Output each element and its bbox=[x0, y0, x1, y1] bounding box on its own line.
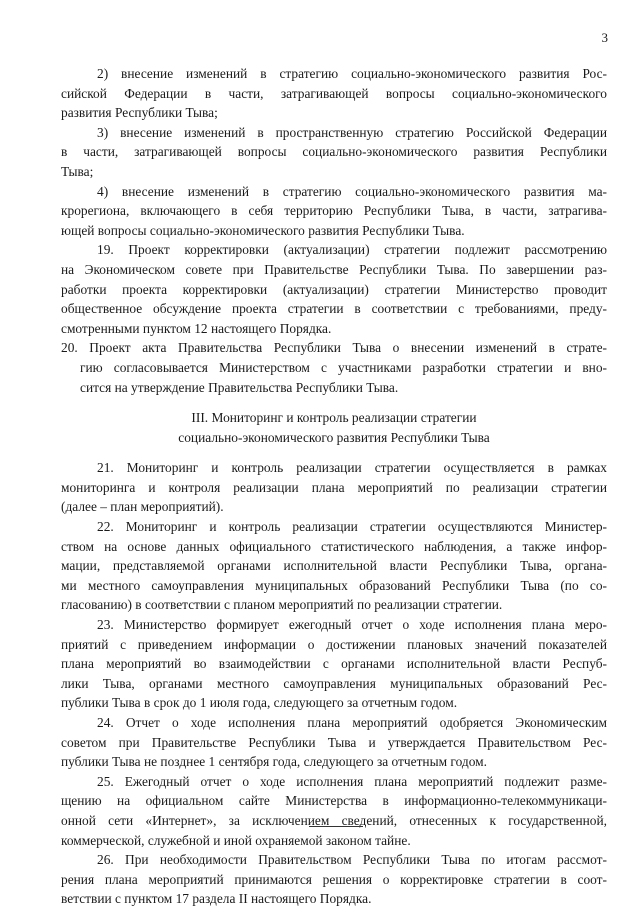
paragraph-line: 21. Мониторинг и контроль реализации стратегии осуществляется в рамках bbox=[97, 460, 607, 476]
paragraph bbox=[61, 713, 607, 772]
paragraph bbox=[61, 615, 607, 713]
paragraph bbox=[61, 772, 607, 850]
paragraph bbox=[61, 240, 607, 338]
paragraph-line: коммерческой, служебной и иной охраняемой законом тайне. bbox=[61, 832, 411, 848]
page-number: 3 bbox=[601, 30, 608, 45]
paragraph bbox=[61, 517, 607, 615]
paragraph bbox=[61, 123, 607, 182]
paragraph bbox=[61, 458, 607, 517]
paragraph-line: лики Тыва, органами местного самоуправления муниципальных образований Рес- bbox=[61, 675, 607, 691]
paragraph-line: гласованию) в соответствии с планом мероприятий по реализации стратегии. bbox=[61, 597, 503, 613]
paragraph-line: ветствии с пунктом 17 раздела II настоящего Порядка. bbox=[61, 891, 372, 907]
paragraph-line: крорегиона, включающего в себя территорию Республики Тыва, в части, затрагива- bbox=[61, 203, 607, 219]
section-heading-line-2: социально-экономического развития Республики Тыва bbox=[178, 429, 490, 445]
paragraph-line: мониторинга и контроля реализации плана мероприятий по реализации стратегии bbox=[61, 479, 607, 495]
paragraph-line: 25. Ежегодный отчет о ходе исполнения плана мероприятий подлежит разме- bbox=[97, 773, 607, 789]
paragraph-line: мации, представляемой органами исполнительной власти Республики Тыва, органа- bbox=[61, 558, 607, 574]
end-divider-line bbox=[309, 826, 363, 827]
paragraph-line: советом при Правительстве Республики Тыва и утверждается Правительством Рес- bbox=[61, 734, 607, 750]
section-heading-line-1: III. Мониторинг и контроль реализации стратегии bbox=[191, 410, 477, 426]
paragraphs-after-section bbox=[61, 458, 607, 909]
paragraph-line: ством на основе данных официального статистического наблюдения, а также инфор- bbox=[61, 538, 607, 554]
paragraph-line: публики Тыва в срок до 1 июля года, следующего за отчетным годом. bbox=[61, 695, 458, 711]
paragraph-line: щению на официальном сайте Министерства в информационно-телекоммуникаци- bbox=[61, 793, 607, 809]
paragraph-line: на Экономическом совете при Правительстве Республики Тыва. По завершении раз- bbox=[61, 261, 607, 277]
paragraph-line: рения плана мероприятий принимаются решения о корректировке стратегии в соот- bbox=[61, 871, 607, 887]
paragraph-line: Тыва; bbox=[61, 163, 94, 179]
paragraph-line: в части, затрагивающей вопросы социально-экономического развития Республики bbox=[61, 144, 607, 160]
paragraph-line: 26. При необходимости Правительством Республики Тыва по итогам рассмот- bbox=[97, 852, 607, 868]
paragraph-line: работки проекта корректировки (актуализации) стратегии Министерство проводит bbox=[61, 281, 607, 297]
paragraph-line: публики Тыва не позднее 1 сентября года, следующего за отчетным годом. bbox=[61, 754, 487, 770]
paragraph bbox=[61, 338, 607, 397]
section-heading bbox=[61, 408, 607, 447]
paragraph-line: 23. Министерство формирует ежегодный отчет о ходе исполнения плана меро- bbox=[97, 617, 607, 633]
paragraph-line: 3) внесение изменений в пространственную стратегию Российской Федерации bbox=[97, 124, 607, 140]
paragraph-line: смотренными пунктом 12 настоящего Порядка. bbox=[61, 320, 332, 336]
paragraph-line: гию согласовывается Министерством с участниками разработки стратегии и вно- bbox=[80, 359, 607, 375]
paragraph-line: 19. Проект корректировки (актуализации) стратегии подлежит рассмотрению bbox=[97, 242, 607, 258]
paragraph bbox=[61, 64, 607, 123]
paragraph-line: онной сети «Интернет», за исключением сведений, отнесенных к государственной, bbox=[61, 812, 607, 828]
paragraphs-before-section bbox=[61, 64, 607, 397]
paragraph-line: плана мероприятий во взаимодействии с органами исполнительной власти Респуб- bbox=[61, 656, 607, 672]
paragraph-line: ющей вопросы социально-экономического развития Республики Тыва. bbox=[61, 222, 465, 238]
paragraph-line: 22. Мониторинг и контроль реализации стратегии осуществляются Министер- bbox=[97, 519, 607, 535]
paragraph-line: приятий с приведением информации о достижении плановых значений показателей bbox=[61, 636, 607, 652]
paragraph-line: (далее – план мероприятий). bbox=[61, 499, 224, 515]
paragraph-line: сится на утверждение Правительства Республики Тыва. bbox=[80, 379, 399, 395]
paragraph bbox=[61, 182, 607, 241]
document-body bbox=[61, 64, 607, 909]
paragraph-line: 2) внесение изменений в стратегию социально-экономического развития Рос- bbox=[97, 66, 607, 81]
paragraph-line: 4) внесение изменений в стратегию социально-экономического развития ма- bbox=[97, 183, 607, 199]
paragraph-line: 24. Отчет о ходе исполнения плана мероприятий одобряется Экономическим bbox=[97, 715, 607, 730]
paragraph-line: общественное обсуждение проекта стратегии в соответствии с требованиями, преду- bbox=[61, 301, 607, 317]
paragraph-line: развития Республики Тыва; bbox=[61, 105, 218, 121]
paragraph-line: 20. Проект акта Правительства Республики Тыва о внесении изменений в страте- bbox=[61, 340, 607, 356]
paragraph bbox=[61, 850, 607, 909]
paragraph-line: сийской Федерации в части, затрагивающей вопросы социально-экономического bbox=[61, 85, 607, 101]
paragraph-line: ми местного самоуправления муниципальных образований Республики Тыва (по со- bbox=[61, 577, 607, 593]
